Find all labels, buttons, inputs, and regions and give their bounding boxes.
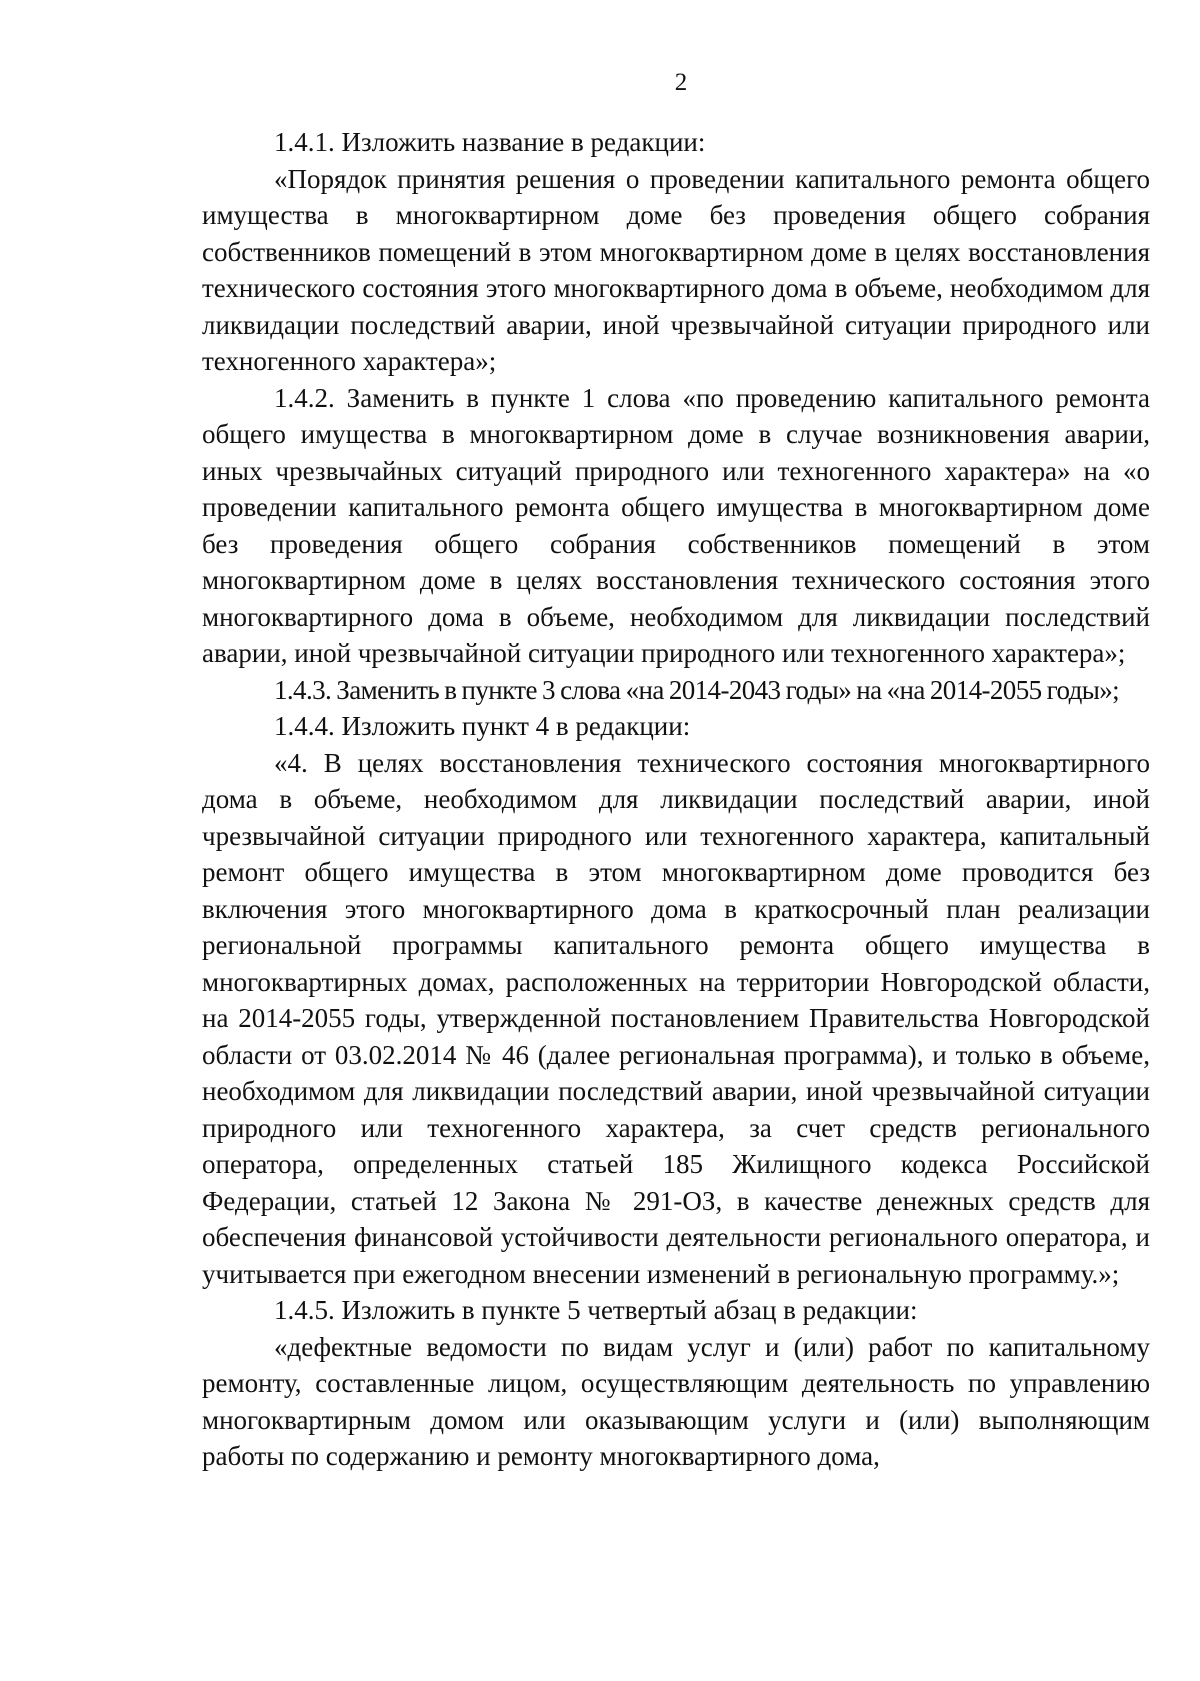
paragraph-1-4-3: 1.4.3. Заменить в пункте 3 слова «на 2014-2043 годы» на «на 2014-2055 годы»;	[274, 674, 1120, 705]
paragraph-1-4-2: 1.4.2. Заменить в пункте 1 слова «по проведению капитального ремонта общего имущества в многоквартирном доме в случае возникновения аварии, иных чрезвычайных ситуаций природного или техногенного характера» на «о проведении капитального ремонта общего имущества в многоквартирном доме без проведения общего собрания собственников помещений в этом многоквартирном доме в целях восстановления технического состояния этого многоквартирного дома в объеме, необходимом для ликвидации последствий аварии, иной чрезвычайной ситуации природного или техногенного характера»;	[202, 382, 1150, 668]
document-body	[202, 124, 1150, 1475]
page-number: 2	[674, 69, 688, 96]
paragraph-1-4-4: 1.4.4. Изложить пункт 4 в редакции:	[274, 711, 691, 741]
paragraph-title-wording: «Порядок принятия решения о проведении капитального ремонта общего имущества в многоквартирном доме без проведения общего собрания собственников помещений в этом многоквартирном доме в целях восстановления технического состояния этого многоквартирного дома в объеме, необходимом для ликвидации последствий аварии, иной чрезвычайной ситуации природного или техногенного характера»;	[202, 163, 1150, 376]
paragraph-item-4-wording: «4. В целях восстановления технического состояния многоквартирного дома в объеме, необходимом для ликвидации последствий аварии, иной чрезвычайной ситуации природного или техногенного характера, капитальный ремонт общего имущества в этом многоквартирном доме проводится без включения этого многоквартирного дома в краткосрочный план реализации региональной программы капитального ремонта общего имущества в многоквартирных домах, расположенных на территории Новгородской области, на 2014-2055 годы, утвержденной постановлением Правительства Новгородской области от 03.02.2014 № 46 (далее региональная программа), и только в объеме, необходимом для ликвидации последствий аварии, иной чрезвычайной ситуации природного или техногенного характера, за счет средств регионального оператора, определенных статьей 185 Жилищного кодекса Российской Федерации, статьей 12 Закона № 291-ОЗ, в качестве денежных средств для обеспечения финансовой устойчивости деятельности регионального оператора, и учитывается при ежегодном внесении изменений в региональную программу.»;	[202, 747, 1150, 1289]
paragraph-item-5-wording: «дефектные ведомости по видам услуг и (или) работ по капитальному ремонту, составленные лицом, осуществляющим деятельность по управлению многоквартирным домом или оказывающим услуги и (или) выполняющим работы по содержанию и ремонту многоквартирного дома,	[202, 1331, 1150, 1471]
paragraph-1-4-1: 1.4.1. Изложить название в редакции:	[274, 127, 706, 157]
paragraph-1-4-5: 1.4.5. Изложить в пункте 5 четвертый абзац в редакции:	[274, 1295, 918, 1325]
